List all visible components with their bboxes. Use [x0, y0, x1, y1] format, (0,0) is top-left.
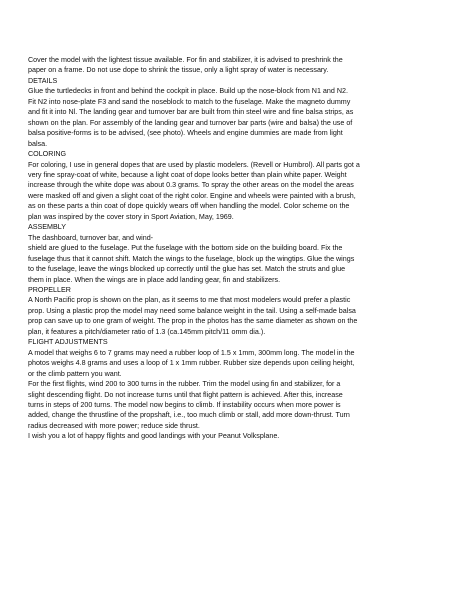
text-line: or the climb pattern you want. [28, 369, 122, 378]
text-line: A model that weighs 6 to 7 grams may need a rubber loop of 1.5 x 1mm, 300mm long. The model in the [28, 348, 355, 357]
text-line: very fine spray-coat of white, because a light coat of dope looks better than plain white paper. Weight [28, 170, 347, 179]
document-page [28, 55, 440, 442]
text-line: paper on a frame. Do not use dope to shrink the tissue, only a light spray of water is necessary. [28, 66, 329, 75]
section-heading-coloring: COLORING [28, 150, 67, 159]
text-line: them in place. When the wings are in place add landing gear, fin and stabilizers. [28, 275, 281, 284]
text-line: shield are glued to the fuselage. Put the fuselage with the bottom side on the building board. Fix the [28, 244, 343, 253]
text-line: fuselage thus that it cannot shift. Match the wings to the fuselage, block up the wingtips. Glue the wings [28, 254, 355, 263]
text-line: increase through the white dope was about 0.3 grams. To spray the other areas on the model the areas [28, 181, 354, 190]
text-line: prop. Using a plastic prop the model may need some balance weight in the tail. Using a self-made balsa [28, 306, 356, 315]
text-line: photos weighs 4.8 grams and uses a loop of 1 x 1mm rubber. Rubber size depends upon ceiling height, [28, 359, 355, 368]
text-line: plan was inspired by the cover story in Sport Aviation, May, 1969. [28, 212, 234, 221]
text-line: Fit N2 into nose-plate F3 and sand the noseblock to match to the fuselage. Make the magneto dummy [28, 97, 351, 106]
text-line: The dashboard, turnover bar, and wind- [28, 233, 154, 242]
text-line: A North Pacific prop is shown on the plan, as it seems to me that most modelers would prefer a plastic [28, 296, 351, 305]
text-line: Glue the turtledecks in front and behind the cockpit in place. Build up the nose-block from N1 and N2. [28, 87, 348, 96]
section-heading-details: DETAILS [28, 76, 58, 85]
section-heading-propeller: PROPELLER [28, 285, 71, 294]
section-heading-flight-adjustments: FLIGHT ADJUSTMENTS [28, 338, 108, 347]
text-line: to the fuselage, leave the wings blocked up correctly until the glue has set. Match the struts and glue [28, 265, 346, 274]
text-line: as on these parts a thin coat of dope quickly wears off when handling the model. Color scheme on the [28, 202, 350, 211]
text-line: added, change the thrustline of the propshaft, i.e., too much climb or stall, add more down-thrust. Turn [28, 411, 350, 420]
text-line: For coloring, I use in general dopes that are used by plastic modelers. (Revell or Humbrol). All parts got a [28, 160, 360, 169]
text-line: balsa positive-forms is to be advised, (see photo). Wheels and engine dummies are made from light [28, 129, 343, 138]
text-line: and fit it into Nl. The landing gear and turnover bar are built from thin steel wire and fine balsa strips, as [28, 108, 354, 117]
text-line: balsa. [28, 139, 48, 148]
text-line: radius decreased with more power; reduce side thrust. [28, 421, 200, 430]
text-line: Cover the model with the lightest tissue available. For fin and stabilizer, it is advised to preshrink the [28, 56, 343, 64]
text-line: For the first flights, wind 200 to 300 turns in the rubber. Trim the model using fin and stabilizer, for a [28, 380, 341, 389]
text-line: shown on the plan. For assembly of the landing gear and turnover bar parts (wire and balsa) the use of [28, 118, 353, 127]
text-line: plan, it features a pitch/diameter ratio of 1.3 (ca.145mm pitch/11 omm dia.). [28, 327, 266, 336]
text-line: prop can save up to one gram of weight. The prop in the photos has the same diameter as shown on the [28, 317, 358, 326]
text-line: were masked off and given a slight coat of the right color. Engine and wheels were painted with a brush, [28, 191, 356, 200]
section-heading-assembly: ASSEMBLY [28, 223, 66, 232]
text-line: turns in steps of 200 turns. The model now begins to climb. If instability occurs when more power is [28, 400, 341, 409]
text-line: slight descending flight. Do not increase turns until that flight pattern is achieved. After this, increase [28, 390, 343, 399]
closing-line: I wish you a lot of happy flights and good landings with your Peanut Volksplane. [28, 432, 280, 441]
